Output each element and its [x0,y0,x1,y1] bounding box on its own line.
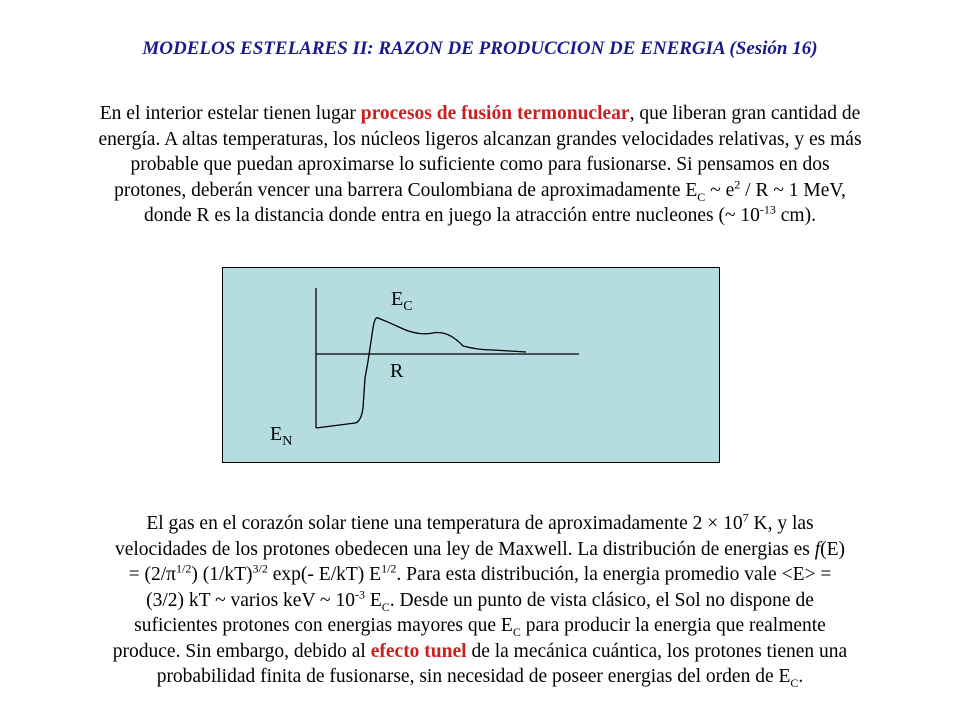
intro-paragraph [0,101,960,229]
body-paragraph [0,511,960,690]
coulomb-barrier-diagram [222,267,720,463]
en-label: $E_N$ [270,423,293,449]
body-line-5: suficientes protones con energias mayores que $E_C$ para producir la energia que realmente [134,615,826,639]
intro-line-5: donde R es la distancia donde entra en juego la atracción entre nucleones (~ $10^{-13}$ cm). [144,202,816,226]
intro-line-2: energía. A altas temperaturas, los núcleos ligeros alcanzan grandes velocidades relativas, y es más [98,128,862,150]
intro-line-1: En el interior estelar tienen lugar procesos de fusión termonuclear, que liberan gran cantidad de [99,103,861,124]
body-line-2: velocidades de los protones obedecen una ley de Maxwell. La distribución de energias es f(E) [114,538,846,560]
highlight-fusion: procesos de fusión termonuclear [360,103,630,124]
body-line-7: probabilidad finita de fusionarse, sin necesidad de poseer energias del orden de $E_C$. [156,666,804,690]
potential-curve [316,318,526,428]
ec-label: $E_C$ [391,288,413,314]
body-line-6: produce. Sin embargo, debido al efecto tunel de la mecánica cuántica, los protones tienen una [112,640,848,662]
potential-curve-plot [223,268,719,462]
r-label: R [390,360,404,382]
intro-line-4: protones, deberán vencer una barrera Coulombiana de aproximadamente $E_C$ ~ $e^2$ / R ~ 1 MeV, [114,177,846,204]
intro-line-3: probable que puedan aproximarse lo suficiente como para fusionarse. Si pensamos en dos [130,154,830,175]
body-line-4: (3/2) kT ~ varios keV ~ $10^{-3}$ $E_C$. Desde un punto de vista clásico, el Sol no dispone de [146,587,814,614]
highlight-tunnel: efecto tunel [370,640,467,662]
body-line-3: = $(2/\pi^{1/2})$ $(1/kT)^{3/2}$ exp(- E/kT) $E^{1/2}$. Para esta distribución, la energia promedio vale <E> = [128,561,832,585]
page-title: MODELOS ESTELARES II: RAZON DE PRODUCCION DE ENERGIA (Sesión 16) [142,38,818,59]
body-line-1: El gas en el corazón solar tiene una temperatura de aproximadamente $2 \times 10^7$ K, y las [146,510,814,534]
